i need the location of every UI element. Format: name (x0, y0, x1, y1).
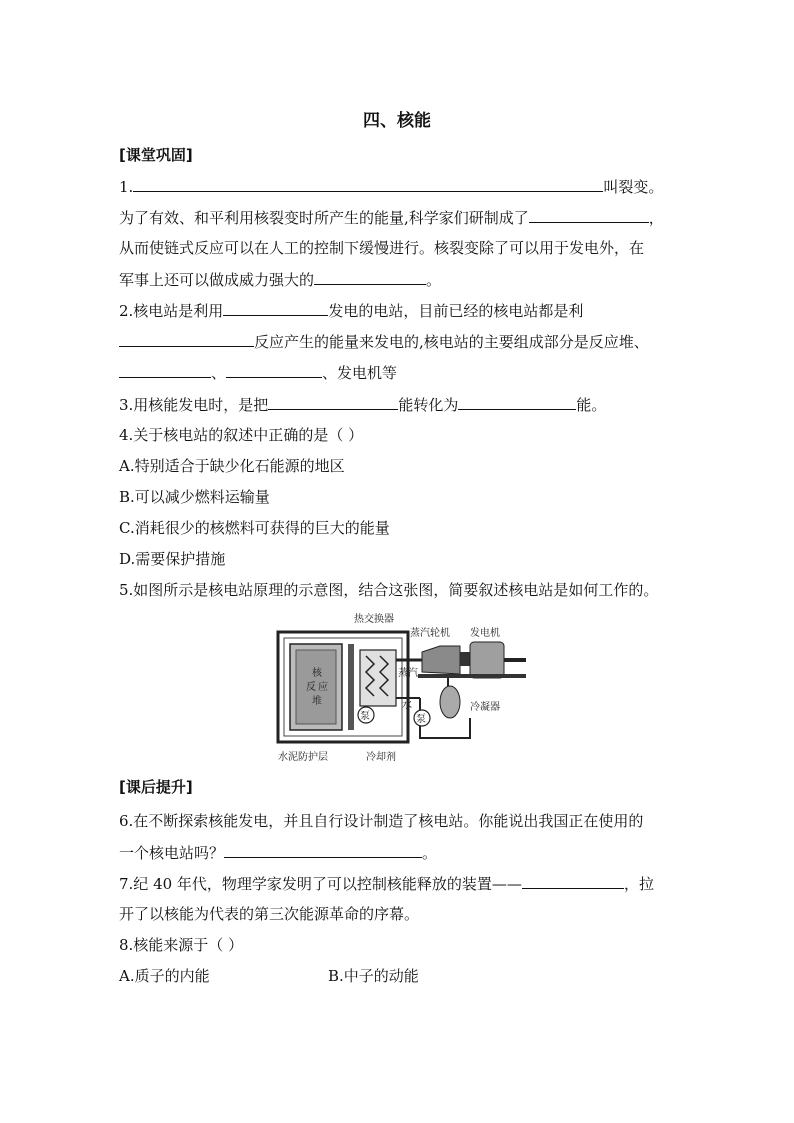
pump-label-1: 泵 (360, 711, 370, 722)
q1-number: 1. (119, 178, 134, 196)
q4-option-d[interactable]: D.需要保护措施 (119, 550, 226, 568)
q2-blank-4[interactable] (226, 362, 322, 378)
q2-blank-1[interactable] (223, 300, 328, 316)
q2-sep: 、 (211, 364, 227, 382)
q8-option-b[interactable]: B.中子的动能 (328, 967, 419, 985)
q2-text-c: 反应产生的能量来发电的,核电站的主要组成部分是反应堆、 (254, 333, 649, 351)
reactor-label-2: 反 (306, 682, 316, 693)
reactor-label-1: 核 (312, 668, 322, 679)
base-plate (418, 674, 526, 678)
q7-answer-blank[interactable] (522, 873, 624, 889)
q1-suffix: 叫裂变。 (603, 178, 664, 196)
q6-text: 一个核电站吗？ (119, 844, 225, 862)
reactor-label-4: 堆 (312, 696, 322, 707)
section-heading-after-class: [课后提升] (119, 778, 193, 796)
turbine-shaft (460, 652, 470, 666)
question-6-line-2 (119, 842, 437, 863)
nuclear-plant-diagram (270, 610, 530, 770)
steam-turbine (422, 646, 460, 674)
pump-label-2: 泵 (416, 714, 426, 725)
q4-option-a[interactable]: A.特别适合于缺少化石能源的地区 (119, 457, 345, 475)
q3-blank-2[interactable] (458, 394, 576, 410)
q8-option-a[interactable]: A.质子的内能 (119, 967, 210, 985)
question-2-line-3 (119, 362, 397, 383)
question-7-line-1 (119, 873, 654, 894)
label-steam: 蒸汽 (398, 668, 418, 679)
condenser (440, 686, 460, 718)
question-7-line-2: 开了以核能为代表的第三次能源革命的序幕。 (119, 905, 420, 923)
p1-end: ， (648, 209, 664, 227)
label-water: 水 (402, 700, 412, 711)
q4-option-b[interactable]: B.可以减少燃料运输量 (119, 488, 270, 506)
question-1 (119, 176, 663, 197)
paragraph-line: 从而使链式反应可以在人工的控制下缓慢进行。核裂变除了可以用于发电外，在 (119, 239, 645, 257)
question-8-stem: 8.核能来源于（ ） (119, 936, 244, 954)
p1-text: 为了有效、和平利用核裂变时所产生的能量,科学家们研制成了 (119, 209, 529, 227)
p1-answer-blank[interactable] (529, 207, 649, 223)
p3-answer-blank[interactable] (314, 269, 426, 285)
label-condenser: 冷凝器 (470, 702, 500, 713)
q7-end: ，拉 (623, 875, 654, 893)
reactor-core-inner (296, 650, 336, 724)
control-rods (348, 644, 354, 730)
paragraph-line (119, 269, 441, 290)
q3-blank-1[interactable] (268, 394, 398, 410)
question-4-stem: 4.关于核电站的叙述中正确的是（ ） (119, 426, 364, 444)
generator (470, 642, 504, 678)
paragraph-line (119, 207, 664, 228)
label-generator: 发电机 (470, 628, 500, 639)
q4-option-c[interactable]: C.消耗很少的核燃料可获得的巨大的能量 (119, 519, 390, 537)
label-turbine: 蒸汽轮机 (410, 628, 450, 639)
question-2-line-1 (119, 300, 583, 321)
question-5-stem: 5.如图所示是核电站原理的示意图，结合这张图，简要叙述核电站是如何工作的。 (119, 581, 659, 599)
q1-answer-blank[interactable] (133, 176, 603, 192)
label-heat-exchanger: 热交换器 (354, 614, 394, 625)
label-cement: 水泥防护层 (278, 752, 328, 763)
q3-text-c: 能。 (576, 396, 607, 414)
question-3 (119, 394, 606, 415)
q2-text-d: 、发电机等 (322, 364, 398, 382)
q3-text-a: 3.用核能发电时，是把 (119, 396, 269, 414)
q2-blank-2[interactable] (119, 331, 254, 347)
q6-end: 。 (422, 844, 438, 862)
label-coolant: 冷却剂 (366, 752, 396, 763)
q6-answer-blank[interactable] (224, 842, 422, 858)
q7-text: 7.纪 40 年代，物理学家发明了可以控制核能释放的装置—— (119, 875, 522, 893)
section-heading-classroom: [课堂巩固] (119, 146, 193, 164)
question-6-line-1: 6.在不断探索核能发电，并且自行设计制造了核电站。你能说出我国正在使用的 (119, 812, 644, 830)
reactor-label-3: 应 (318, 682, 328, 693)
q2-text-a: 2.核电站是利用 (119, 302, 224, 320)
page-title: 四、核能 (363, 111, 431, 131)
q3-text-b: 能转化为 (398, 396, 459, 414)
q2-blank-3[interactable] (119, 362, 211, 378)
heat-exchanger (360, 650, 396, 706)
p3-text: 军事上还可以做成威力强大的 (119, 271, 315, 289)
question-2-line-2 (119, 331, 649, 352)
p3-end: 。 (426, 271, 442, 289)
q2-text-b: 发电的电站，目前已经的核电站都是利 (328, 302, 584, 320)
